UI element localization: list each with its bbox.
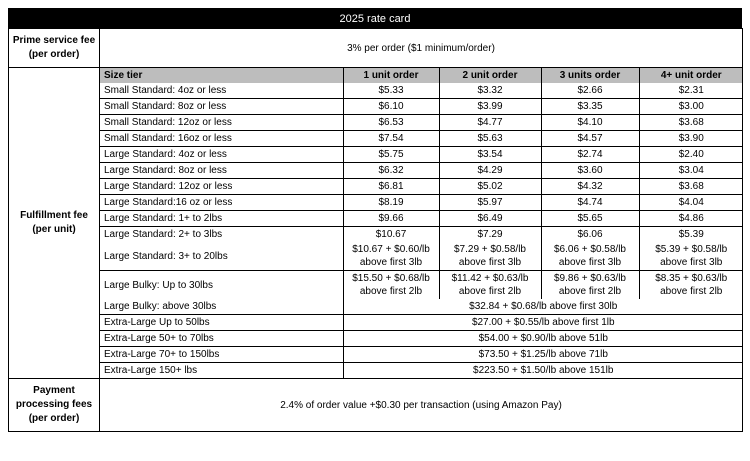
size-tier-cell: Large Bulky: above 30lbs (100, 299, 343, 315)
rate-card (8, 8, 742, 432)
fee-cell: $3.68 (639, 115, 743, 131)
size-tier-cell: Large Standard: 4oz or less (100, 147, 343, 163)
fee-cell: $5.02 (439, 179, 541, 195)
fee-cell-merged: $27.00 + $0.55/lb above first 1lb (343, 315, 743, 331)
fee-cell: $2.66 (541, 83, 639, 99)
fee-line: above first 3lb (660, 257, 723, 268)
fee-cell: $3.99 (439, 99, 541, 115)
fulfillment-label-line2: (per unit) (32, 224, 76, 235)
fulfillment-label-cell (9, 68, 100, 379)
size-tier-cell: Large Standard: 12oz or less (100, 179, 343, 195)
table-row (100, 83, 743, 99)
fee-cell: $4.32 (541, 179, 639, 195)
fee-cell: $4.86 (639, 211, 743, 227)
table-row (100, 163, 743, 179)
table-row (100, 363, 743, 379)
fee-cell: $6.32 (343, 163, 439, 179)
fee-line: above first 2lb (660, 286, 723, 297)
fee-cell: $3.32 (439, 83, 541, 99)
fulfillment-header-row (100, 68, 743, 83)
fee-cell: $6.06 (541, 227, 639, 243)
prime-label-line1: Prime service fee (12, 35, 96, 46)
payment-row (9, 379, 743, 432)
fee-cell-merged: $73.50 + $1.25/lb above 71lb (343, 347, 743, 363)
fee-cell: $2.31 (639, 83, 743, 99)
payment-value: 2.4% of order value +$0.30 per transaction (using Amazon Pay) (100, 379, 743, 432)
table-row (100, 299, 743, 315)
fee-cell: $4.29 (439, 163, 541, 179)
header-2-unit: 2 unit order (439, 68, 541, 83)
fee-cell: $5.39 (639, 227, 743, 243)
fee-cell: $3.54 (439, 147, 541, 163)
fee-cell (639, 242, 743, 271)
table-row (100, 242, 743, 271)
fee-cell: $4.10 (541, 115, 639, 131)
fee-cell: $3.60 (541, 163, 639, 179)
table-row (100, 227, 743, 243)
size-tier-cell: Extra-Large Up to 50lbs (100, 315, 343, 331)
table-row (100, 271, 743, 300)
size-tier-cell: Small Standard: 8oz or less (100, 99, 343, 115)
prime-label-line2: (per order) (28, 49, 80, 60)
prime-row (9, 29, 743, 68)
fee-cell: $3.00 (639, 99, 743, 115)
fee-cell: $3.68 (639, 179, 743, 195)
fee-cell: $6.49 (439, 211, 541, 227)
fee-cell: $5.33 (343, 83, 439, 99)
fee-cell: $4.74 (541, 195, 639, 211)
fee-cell: $5.63 (439, 131, 541, 147)
size-tier-cell: Small Standard: 4oz or less (100, 83, 343, 99)
payment-label-line2: processing fees (15, 399, 93, 410)
fee-line: $6.06 + $0.58/lb (553, 244, 626, 255)
table-row (100, 331, 743, 347)
fee-cell: $5.65 (541, 211, 639, 227)
fee-cell (541, 271, 639, 300)
fee-cell (439, 271, 541, 300)
size-tier-cell: Extra-Large 150+ lbs (100, 363, 343, 379)
fee-cell: $5.97 (439, 195, 541, 211)
table-row (100, 147, 743, 163)
size-tier-cell: Small Standard: 16oz or less (100, 131, 343, 147)
fee-cell: $6.10 (343, 99, 439, 115)
size-tier-cell: Large Standard: 1+ to 2lbs (100, 211, 343, 227)
fee-cell: $9.66 (343, 211, 439, 227)
fulfillment-label-line1: Fulfillment fee (20, 210, 88, 221)
table-row (100, 211, 743, 227)
fee-cell-merged: $32.84 + $0.68/lb above first 30lb (343, 299, 743, 315)
size-tier-cell: Large Bulky: Up to 30lbs (100, 271, 343, 300)
fee-line: $8.35 + $0.63/lb (655, 273, 728, 284)
fee-line: above first 3lb (558, 257, 622, 268)
fee-line: above first 3lb (359, 257, 423, 268)
prime-label-cell (9, 29, 100, 68)
fee-cell: $4.77 (439, 115, 541, 131)
fee-cell: $7.29 (439, 227, 541, 243)
fee-cell (639, 271, 743, 300)
fee-cell: $2.74 (541, 147, 639, 163)
fulfillment-table (100, 68, 743, 378)
fee-cell-merged: $54.00 + $0.90/lb above 51lb (343, 331, 743, 347)
payment-label-line1: Payment (33, 385, 75, 396)
fee-line: $15.50 + $0.68/lb (352, 273, 430, 284)
fee-cell: $4.57 (541, 131, 639, 147)
header-1-unit: 1 unit order (343, 68, 439, 83)
size-tier-cell: Large Standard:16 oz or less (100, 195, 343, 211)
rate-card-title: 2025 rate card (8, 8, 742, 28)
prime-value: 3% per order ($1 minimum/order) (100, 29, 743, 68)
fee-line: $10.67 + $0.60/lb (352, 244, 430, 255)
size-tier-cell: Extra-Large 70+ to 150lbs (100, 347, 343, 363)
table-row (100, 195, 743, 211)
rate-card-table (8, 28, 743, 432)
fee-cell-merged: $223.50 + $1.50/lb above 151lb (343, 363, 743, 379)
table-row (100, 179, 743, 195)
fee-line: above first 3lb (458, 257, 522, 268)
fee-cell (343, 271, 439, 300)
fee-line: $5.39 + $0.58/lb (655, 244, 728, 255)
fulfillment-table-cell (100, 68, 743, 379)
table-row (100, 347, 743, 363)
header-size-tier: Size tier (100, 68, 343, 83)
size-tier-cell: Large Standard: 2+ to 3lbs (100, 227, 343, 243)
fee-line: above first 2lb (558, 286, 622, 297)
fulfillment-row (9, 68, 743, 379)
fee-line: $9.86 + $0.63/lb (553, 273, 626, 284)
size-tier-cell: Large Standard: 8oz or less (100, 163, 343, 179)
fee-cell: $7.54 (343, 131, 439, 147)
header-4-plus-unit: 4+ unit order (639, 68, 743, 83)
fee-cell: $5.75 (343, 147, 439, 163)
payment-label-cell (9, 379, 100, 432)
fee-cell: $2.40 (639, 147, 743, 163)
payment-label-line3: (per order) (28, 413, 80, 424)
fee-line: $7.29 + $0.58/lb (453, 244, 526, 255)
fee-line: above first 2lb (458, 286, 522, 297)
fee-cell: $4.04 (639, 195, 743, 211)
header-3-units: 3 units order (541, 68, 639, 83)
fee-cell (439, 242, 541, 271)
size-tier-cell: Small Standard: 12oz or less (100, 115, 343, 131)
size-tier-cell: Large Standard: 3+ to 20lbs (100, 242, 343, 271)
fee-line: above first 2lb (359, 286, 423, 297)
fee-cell: $3.04 (639, 163, 743, 179)
fee-cell: $8.19 (343, 195, 439, 211)
fee-cell: $10.67 (343, 227, 439, 243)
table-row (100, 115, 743, 131)
fee-cell (541, 242, 639, 271)
fee-cell: $3.90 (639, 131, 743, 147)
fee-cell: $3.35 (541, 99, 639, 115)
table-row (100, 131, 743, 147)
fee-cell: $6.81 (343, 179, 439, 195)
table-row (100, 99, 743, 115)
table-row (100, 315, 743, 331)
fee-cell (343, 242, 439, 271)
fee-line: $11.42 + $0.63/lb (451, 273, 529, 284)
fee-cell: $6.53 (343, 115, 439, 131)
size-tier-cell: Extra-Large 50+ to 70lbs (100, 331, 343, 347)
